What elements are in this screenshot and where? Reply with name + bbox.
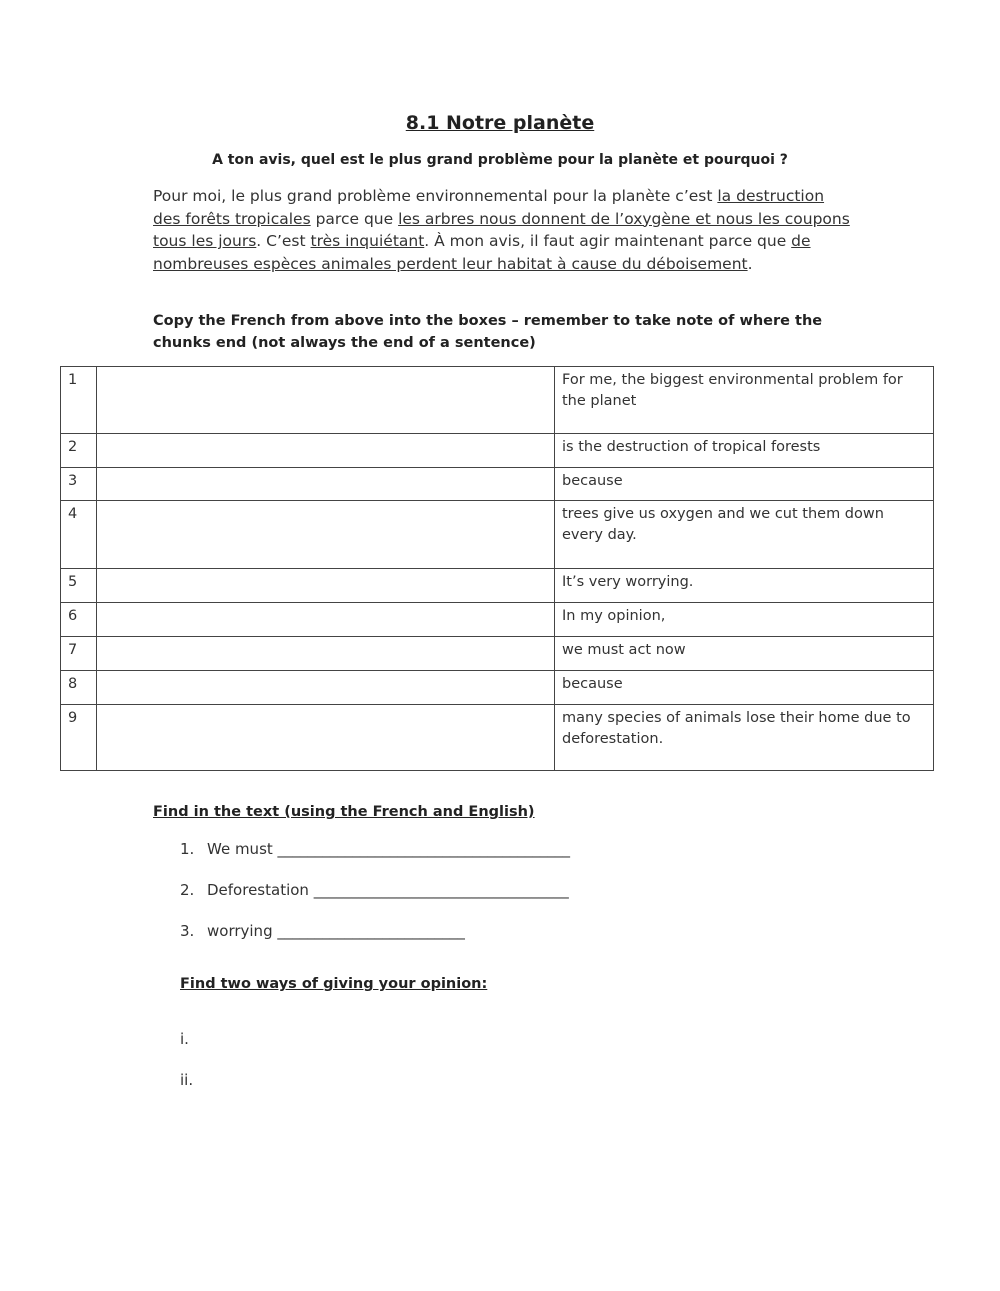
passage-text: parce que [310, 209, 399, 228]
french-answer-box[interactable] [97, 434, 555, 468]
find-item-number: 1. [180, 840, 195, 858]
discussion-question: A ton avis, quel est le plus grand problème pour la planète et pourquoi ? [212, 152, 788, 168]
passage-text: . [747, 254, 753, 273]
french-answer-box[interactable] [97, 501, 555, 569]
find-in-text-heading: Find in the text (using the French and English) [153, 804, 535, 820]
row-number: 2 [61, 434, 97, 468]
french-answer-box[interactable] [97, 468, 555, 501]
table-row [61, 603, 934, 637]
english-chunk: For me, the biggest environmental problem for the planet [555, 367, 934, 434]
table-row [61, 637, 934, 671]
find-item-text[interactable]: Deforestation __________________________________ [207, 881, 569, 899]
french-passage [153, 185, 853, 275]
english-chunk: It’s very worrying. [555, 569, 934, 603]
row-number: 5 [61, 569, 97, 603]
french-answer-box[interactable] [97, 705, 555, 771]
french-answer-box[interactable] [97, 671, 555, 705]
table-row [61, 671, 934, 705]
passage-text: . C’est [256, 232, 311, 250]
passage-text: . À mon avis, il faut agir maintenant parce que [424, 232, 792, 250]
worksheet-title: 8.1 Notre planète [405, 112, 595, 134]
find-item-number: 2. [180, 881, 195, 899]
passage-chunk-forests: la destruction des forêts tropicales [153, 187, 825, 228]
row-number: 1 [61, 367, 97, 434]
find-item-number: 3. [180, 922, 195, 940]
english-chunk: we must act now [555, 637, 934, 671]
opinion-heading: Find two ways of giving your opinion: [180, 976, 488, 992]
find-item-text[interactable]: worrying _________________________ [207, 922, 465, 940]
french-answer-box[interactable] [97, 637, 555, 671]
find-item [180, 881, 569, 899]
table-row [61, 468, 934, 501]
passage-text: Pour moi, le plus grand problème environnemental pour la planète c’est [153, 187, 718, 205]
english-chunk: In my opinion, [555, 603, 934, 637]
row-number: 9 [61, 705, 97, 771]
row-number: 4 [61, 501, 97, 569]
english-chunk: because [555, 671, 934, 705]
french-answer-box[interactable] [97, 603, 555, 637]
find-item [180, 840, 570, 858]
table-row [61, 501, 934, 569]
passage-chunk-trees: les arbres nous donnent de l’oxygène et nous les coupons tous les jours [153, 209, 850, 250]
translation-table [60, 366, 934, 771]
find-item [180, 922, 465, 940]
english-chunk: many species of animals lose their home due to deforestation. [555, 705, 934, 771]
find-item-text[interactable]: We must _______________________________________ [207, 840, 571, 858]
table-row [61, 705, 934, 771]
opinion-answer-line[interactable]: i. [180, 1030, 189, 1048]
table-row [61, 367, 934, 434]
row-number: 8 [61, 671, 97, 705]
row-number: 3 [61, 468, 97, 501]
row-number: 6 [61, 603, 97, 637]
opinion-answer-line[interactable]: ii. [180, 1071, 194, 1089]
passage-chunk-species: de nombreuses espèces animales perdent leur habitat à cause du déboisement [153, 232, 811, 273]
row-number: 7 [61, 637, 97, 671]
french-answer-box[interactable] [97, 367, 555, 434]
table-row [61, 434, 934, 468]
passage-chunk-worrying: très inquiétant [310, 232, 425, 250]
english-chunk: trees give us oxygen and we cut them down every day. [555, 501, 934, 569]
french-answer-box[interactable] [97, 569, 555, 603]
english-chunk: because [555, 468, 934, 501]
table-row [61, 569, 934, 603]
english-chunk: is the destruction of tropical forests [555, 434, 934, 468]
copy-instruction: Copy the French from above into the boxes – remember to take note of where the chunks end (not always the end of a sentence) [153, 313, 823, 351]
